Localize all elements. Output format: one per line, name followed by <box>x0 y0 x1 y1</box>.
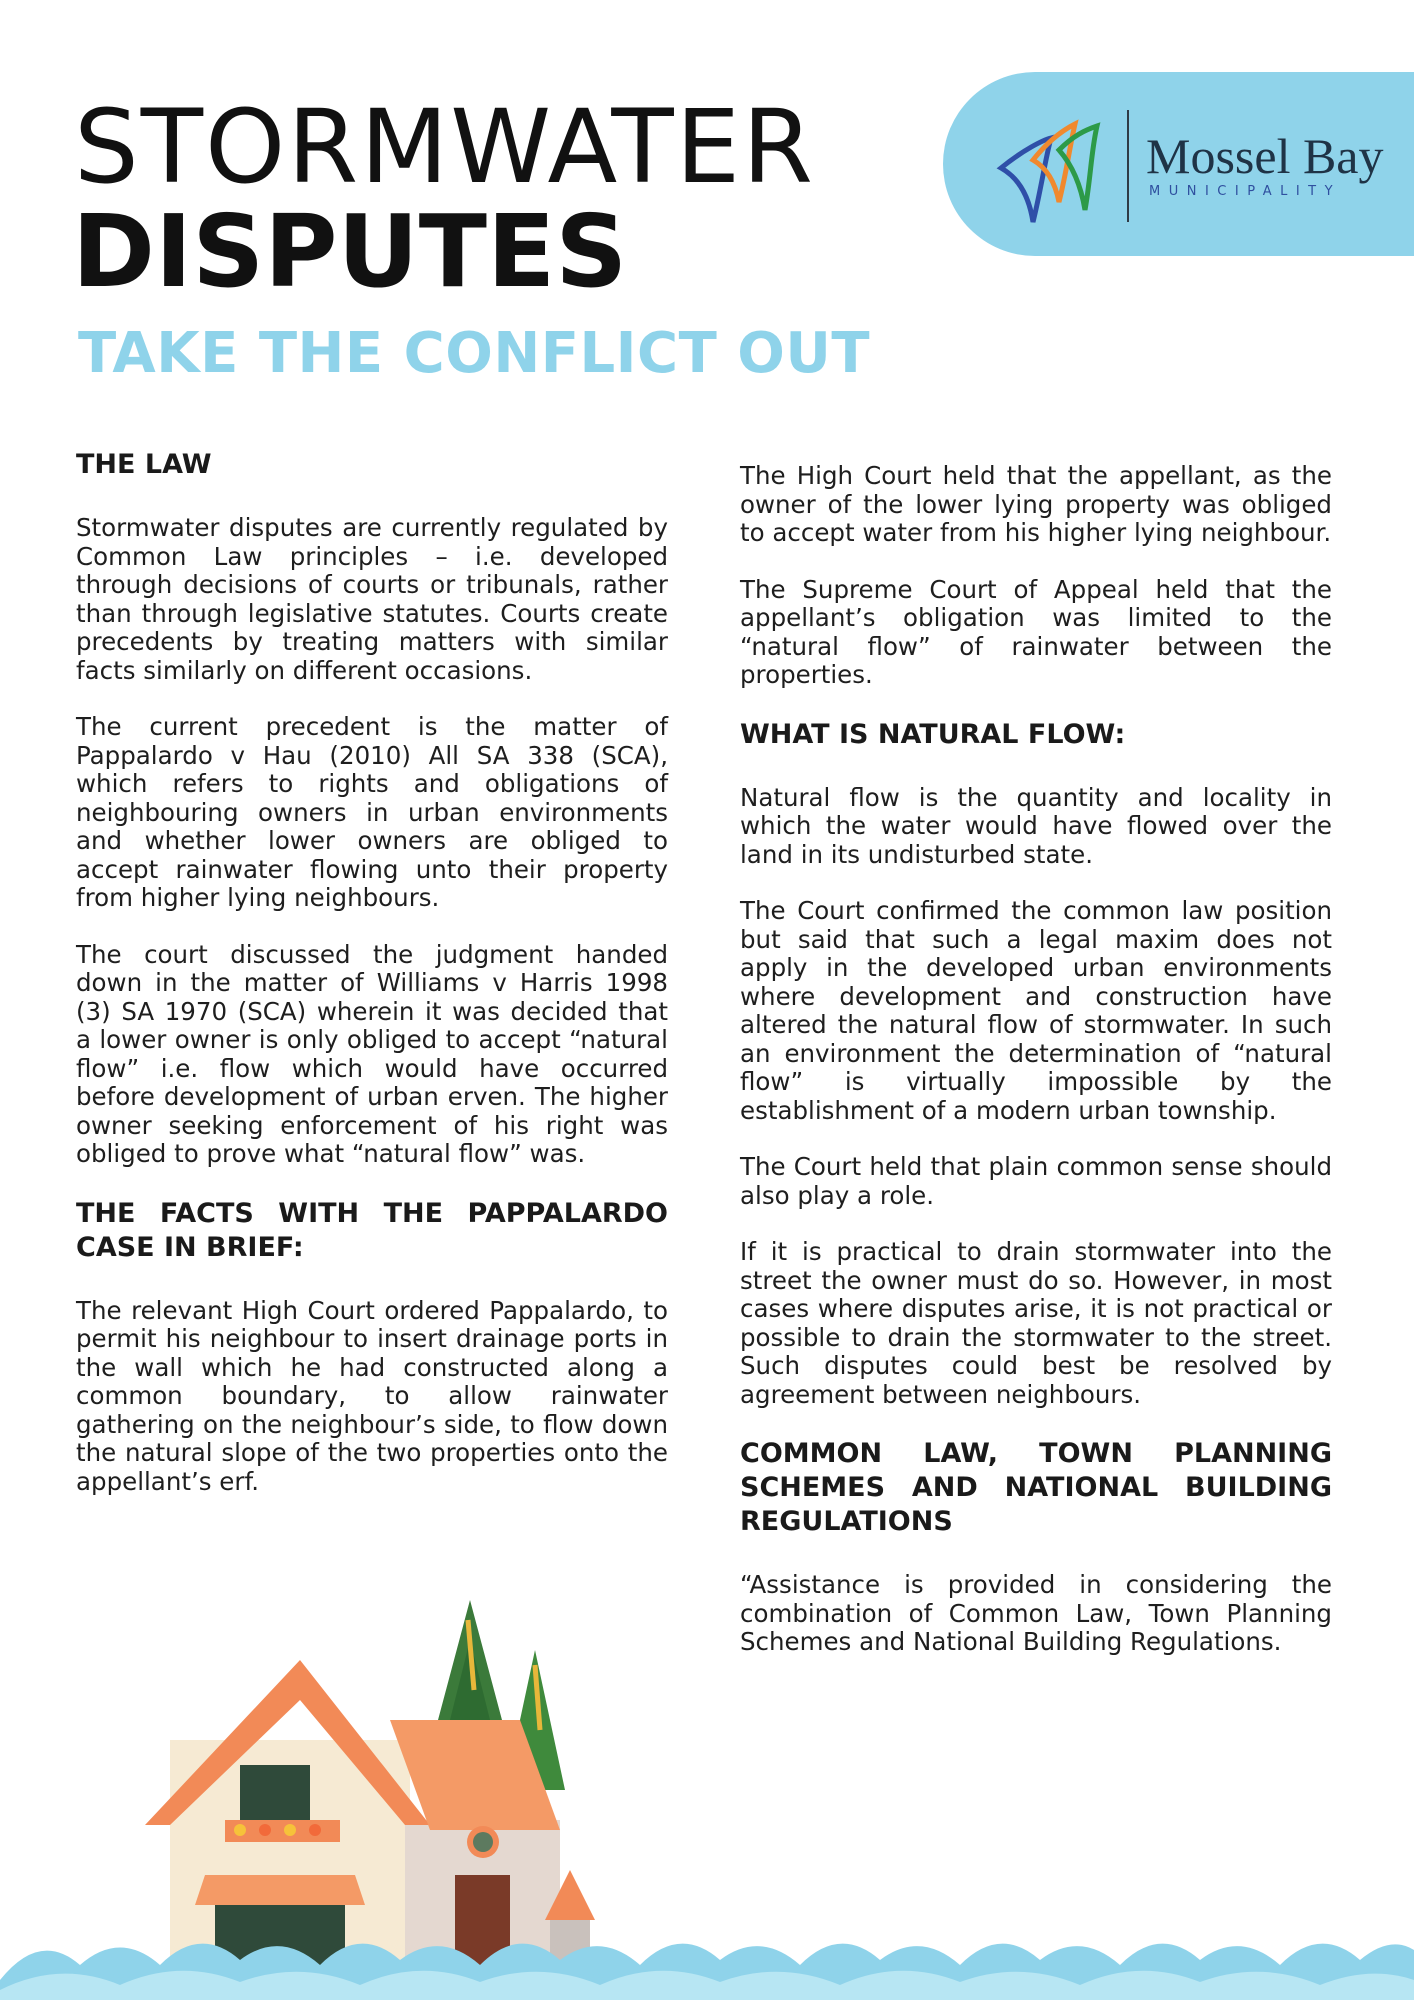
paragraph: Stormwater disputes are currently regulated by Common Law principles – i.e. developed through decisions of courts or tribunals, rather than through legislative statutes. Courts create precedents by treating matters with similar facts similarly on different occasions. <box>76 513 668 685</box>
paragraph: “Assistance is provided in considering the combination of Common Law, Town Planning Schemes and National Building Regulations. <box>740 1570 1332 1656</box>
flooded-house-illustration <box>0 1580 1414 2000</box>
paragraph: The Supreme Court of Appeal held that the appellant’s obligation was limited to the “natural flow” of rainwater between the properties. <box>740 574 1332 689</box>
paragraph: The court discussed the judgment handed down in the matter of Williams v Harris 1998 (3) SA 1970 (SCA) wherein it was decided that a lower owner is only obliged to accept “natural flow” i.e. flow which would have occurred before development of urban erven. The higher owner seeking enforcement of his right was obliged to prove what “natural flow” was. <box>76 939 668 1168</box>
logo-name: Mossel Bay <box>1146 128 1384 184</box>
paragraph: Natural flow is the quantity and locality in which the water would have flowed over the land in its undisturbed state. <box>740 782 1332 869</box>
section-heading-facts: THE FACTS WITH THE PAPPALARDO CASE IN BRIEF: <box>76 1197 668 1263</box>
section-heading-the-law: THE LAW <box>76 449 212 480</box>
paragraph: If it is practical to drain stormwater into the street the owner must do so. However, in most cases where disputes arise, it is not practical or possible to drain the stormwater to the street. Such disputes could best be resolved by agreement between neighbours. <box>740 1237 1332 1409</box>
paragraph: The relevant High Court ordered Pappalardo, to permit his neighbour to insert drainage ports in the wall which he had constructed along a common boundary, to allow rainwater gathering on the neighbour’s side, to flow down the natural slope of the two properties onto the appellant’s erf. <box>76 1295 668 1496</box>
logo-banner <box>943 72 1414 256</box>
window <box>240 1765 310 1825</box>
awning <box>195 1875 365 1905</box>
paragraph: The Court confirmed the common law position but said that such a legal maxim does not apply in the developed urban environments where development and construction have altered the natural flow of stormwater. In such an environment the determination of “natural flow” is virtually impossible by the establishment of a modern urban township. <box>740 896 1332 1125</box>
paragraph: The Court held that plain common sense should also play a role. <box>740 1152 1332 1210</box>
section-heading-common-law: COMMON LAW, TOWN PLANNING SCHEMES AND NATIONAL BUILDING REGULATIONS <box>740 1438 1332 1537</box>
logo-divider <box>1127 110 1129 222</box>
paragraph: The High Court held that the appellant, as the owner of the lower lying property was obliged to accept water from his higher lying neighbour. <box>740 461 1332 547</box>
logo-subtitle: MUNICIPALITY <box>1149 184 1342 199</box>
page-title-line-2: DISPUTES <box>72 193 628 310</box>
section-heading-natural-flow: WHAT IS NATURAL FLOW: <box>740 718 1126 750</box>
page-subtitle: TAKE THE CONFLICT OUT <box>78 321 871 386</box>
left-column <box>76 448 668 1524</box>
page-title-line-1: STORMWATER <box>74 88 815 207</box>
right-column <box>740 462 1332 1685</box>
mossel-bay-logo-icon <box>993 110 1113 230</box>
paragraph: The current precedent is the matter of Pappalardo v Hau (2010) All SA 338 (SCA), which refers to rights and obligations of neighbouring owners in urban environments and whether lower owners are obliged to accept rainwater flowing unto their property from higher lying neighbours. <box>76 712 668 912</box>
